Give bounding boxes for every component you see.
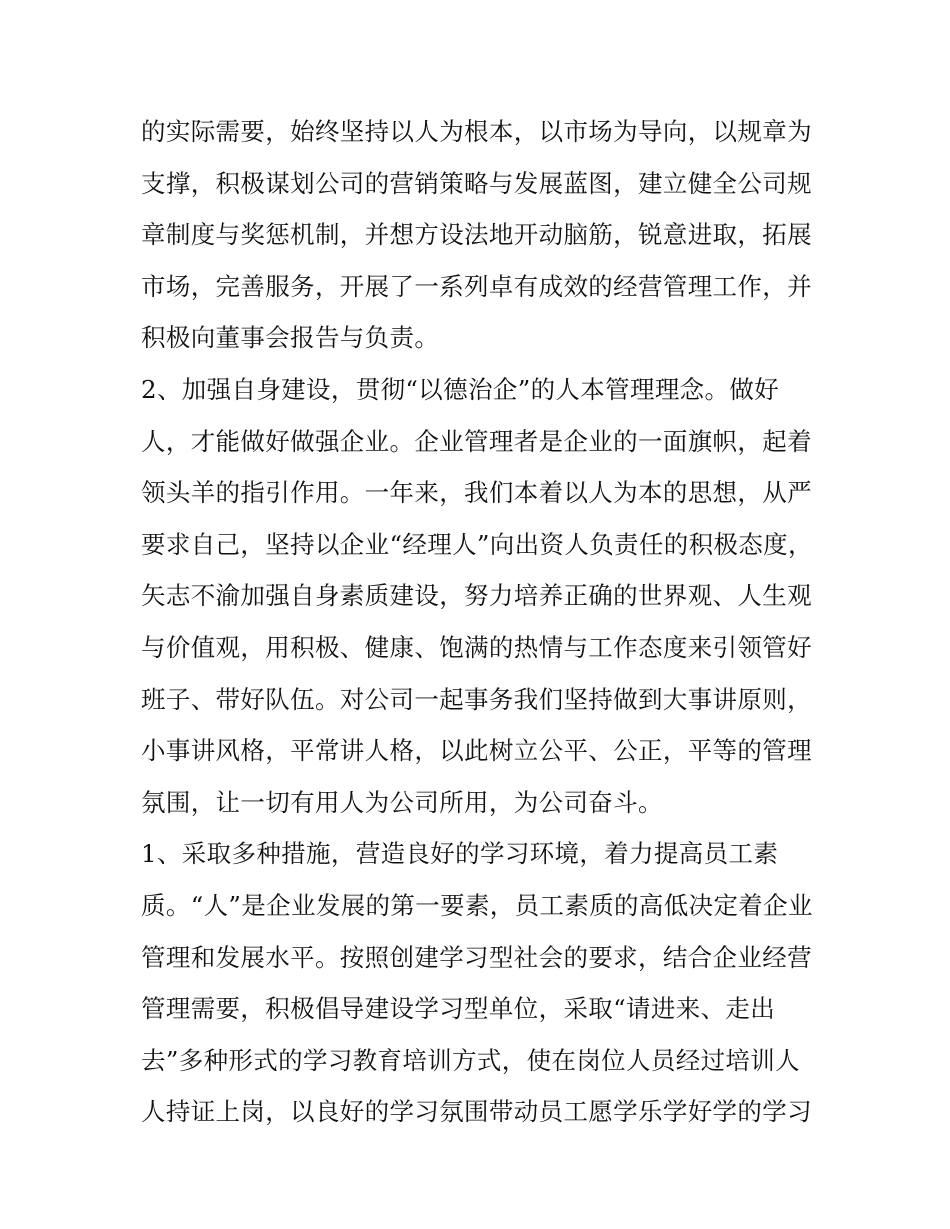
text-line: 与价值观，用积极、健康、饱满的热情与工作态度来引领管好 xyxy=(141,632,812,662)
text-line: 市场，完善服务，开展了一系列卓有成效的经营管理工作，并 xyxy=(141,271,812,301)
text-line: 支撑，积极谋划公司的营销策略与发展蓝图，建立健全公司规 xyxy=(141,168,812,198)
text-line: 章制度与奖惩机制，并想方设法地开动脑筋，锐意进取，拓展 xyxy=(141,220,812,250)
text-line: 1、采取多种措施，营造良好的学习环境，着力提高员工素 xyxy=(141,839,779,869)
text-line: 积极向董事会报告与负责。 xyxy=(141,323,440,353)
text-line: 去”多种形式的学习教育培训方式，使在岗位人员经过培训人 xyxy=(141,1045,800,1075)
document-body xyxy=(141,106,821,1138)
text-line: 质。“人”是企业发展的第一要素，员工素质的高低决定着企业 xyxy=(141,890,813,920)
text-line: 班子、带好队伍。对公司一起事务我们坚持做到大事讲原则， xyxy=(141,684,812,714)
text-line: 小事讲风格，平常讲人格，以此树立公平、公正，平等的管理 xyxy=(141,736,812,766)
text-line: 管理和发展水平。按照创建学习型社会的要求，结合企业经营 xyxy=(141,942,812,972)
text-line: 的实际需要，始终坚持以人为根本，以市场为导向，以规章为 xyxy=(141,117,812,146)
text-line: 人持证上岗，以良好的学习氛围带动员工愿学乐学好学的学习 xyxy=(141,1097,812,1127)
text-line: 要求自己，坚持以企业“经理人”向出资人负责任的积极态度， xyxy=(141,529,813,559)
text-line: 领头羊的指引作用。一年来，我们本着以人为本的思想，从严 xyxy=(141,478,812,508)
text-line: 2、加强自身建设，贯彻“以德治企”的人本管理理念。做好 xyxy=(141,374,780,404)
text-line: 管理需要，积极倡导建设学习型单位，采取“请进来、走出 xyxy=(141,994,776,1024)
text-line: 氛围，让一切有用人为公司所用，为公司奋斗。 xyxy=(141,787,663,817)
text-line: 矢志不渝加强自身素质建设，努力培养正确的世界观、人生观 xyxy=(141,581,812,611)
text-line: 人，才能做好做强企业。企业管理者是企业的一面旗帜，起着 xyxy=(141,426,812,456)
